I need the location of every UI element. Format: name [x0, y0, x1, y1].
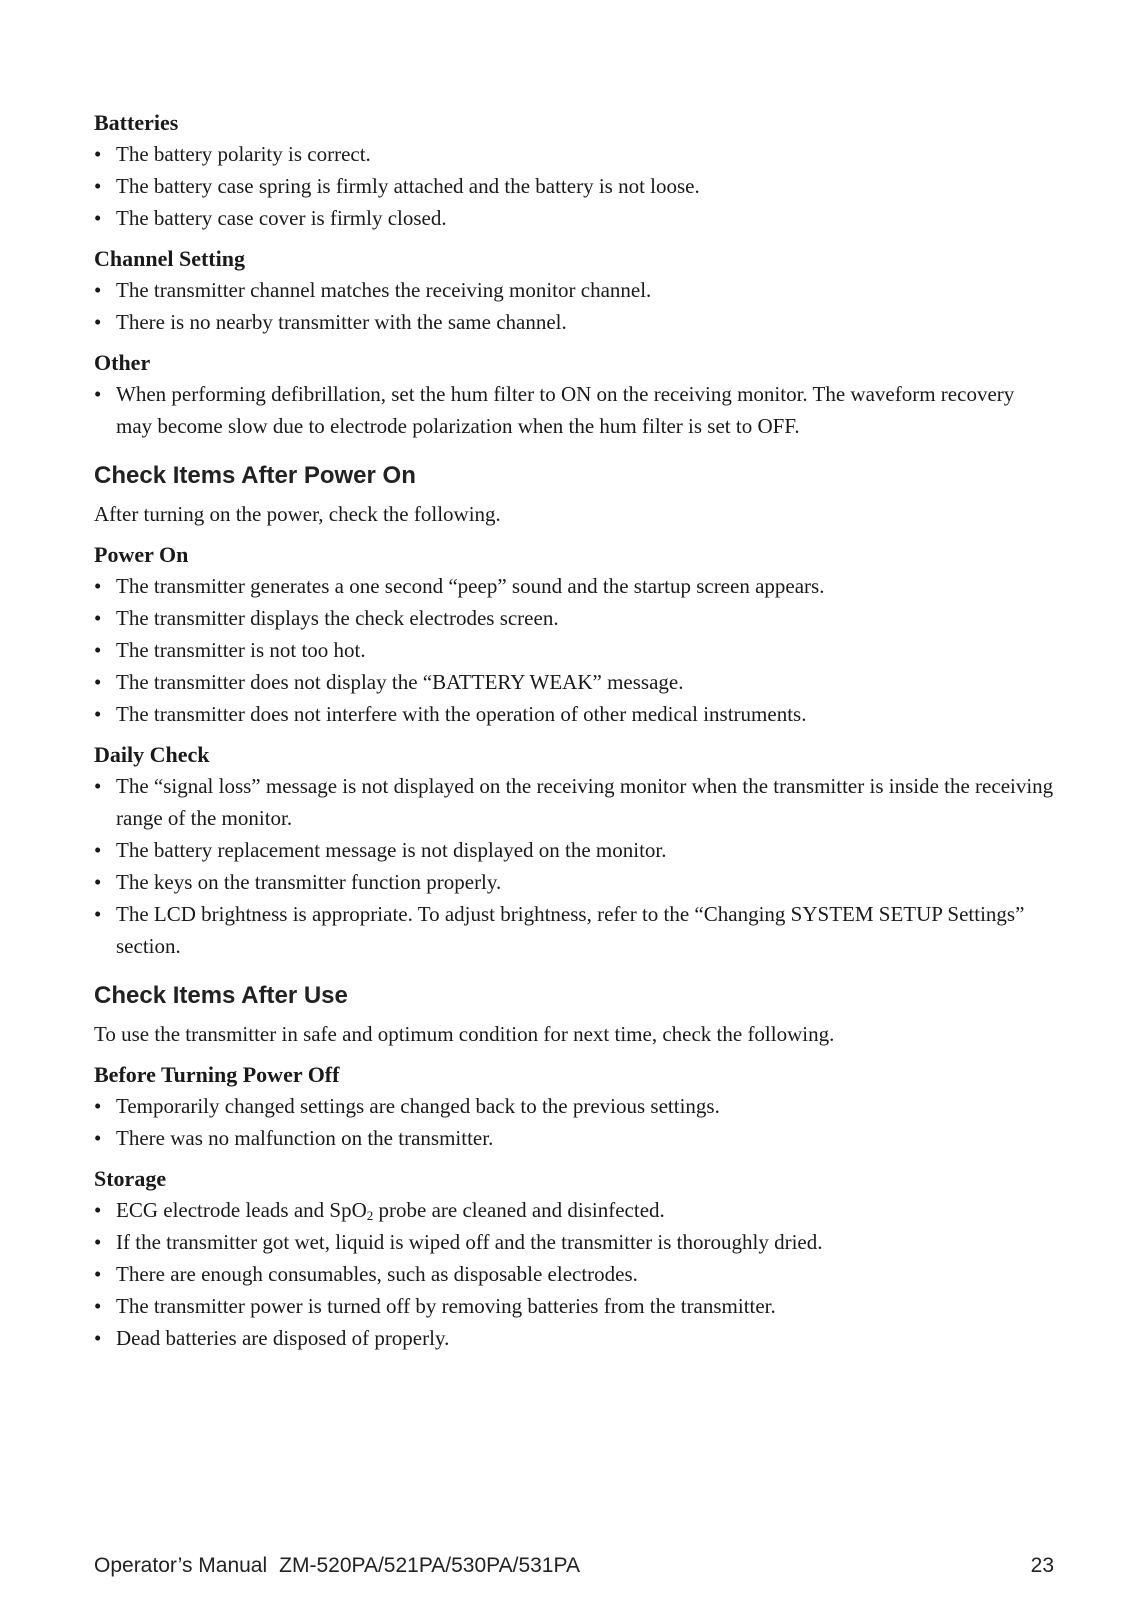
channel-setting-list	[94, 274, 1054, 338]
bullet: •	[94, 382, 102, 406]
bullet: •	[94, 278, 102, 302]
list-item: • ECG electrode leads and SpO$_2$ probe are cleaned and disinfected.	[94, 1194, 1054, 1226]
bullet: •	[94, 774, 102, 798]
other-heading: Other	[94, 350, 151, 375]
list-item: • The LCD brightness is appropriate. To adjust brightness, refer to the “Changing SYSTEM SETUP Settings” section.	[94, 898, 1054, 962]
bullet: •	[94, 142, 102, 166]
list-item: • The transmitter generates a one second “peep” sound and the startup screen appears.	[94, 570, 1054, 602]
list-item: • Dead batteries are disposed of properly.	[94, 1322, 1054, 1354]
channel-setting-heading: Channel Setting	[94, 246, 245, 271]
before-power-off-list	[94, 1090, 1054, 1154]
page-content	[94, 108, 1054, 1354]
bullet: •	[94, 310, 102, 334]
daily-check-heading: Daily Check	[94, 742, 210, 767]
list-item: • The transmitter does not display the “BATTERY WEAK” message.	[94, 666, 1054, 698]
section-title-after-power-on: Check Items After Power On	[94, 462, 416, 489]
bullet: •	[94, 1126, 102, 1150]
list-item: • The transmitter does not interfere with the operation of other medical instruments.	[94, 698, 1054, 730]
footer-manual-info	[94, 1553, 580, 1579]
page-number: 23	[1030, 1554, 1054, 1577]
list-item: • The battery replacement message is not displayed on the monitor.	[94, 834, 1054, 866]
bullet: •	[94, 574, 102, 598]
bullet: •	[94, 1230, 102, 1254]
power-on-heading: Power On	[94, 542, 189, 567]
daily-check-list	[94, 770, 1054, 962]
list-item: • The “signal loss” message is not displayed on the receiving monitor when the transmitter is inside the receiving range of the monitor.	[94, 770, 1054, 834]
bullet: •	[94, 1262, 102, 1286]
bullet: •	[94, 638, 102, 662]
bullet: •	[94, 838, 102, 862]
bullet: •	[94, 702, 102, 726]
list-item: • There are enough consumables, such as disposable electrodes.	[94, 1258, 1054, 1290]
bullet: •	[94, 1294, 102, 1318]
other-list	[94, 378, 1054, 442]
before-power-off-heading: Before Turning Power Off	[94, 1062, 340, 1087]
list-item: • The transmitter displays the check electrodes screen.	[94, 602, 1054, 634]
bullet: •	[94, 902, 102, 926]
bullet: •	[94, 1094, 102, 1118]
list-item: • The keys on the transmitter function properly.	[94, 866, 1054, 898]
list-item: • If the transmitter got wet, liquid is wiped off and the transmitter is thoroughly dried.	[94, 1226, 1054, 1258]
power-on-list	[94, 570, 1054, 730]
list-item: • The battery case spring is firmly attached and the battery is not loose.	[94, 170, 1054, 202]
manual-title: Operator’s Manual	[94, 1554, 268, 1577]
model-number: ZM-520PA/521PA/530PA/531PA	[279, 1554, 580, 1577]
list-item: • The transmitter channel matches the receiving monitor channel.	[94, 274, 1054, 306]
list-item: • When performing defibrillation, set the hum filter to ON on the receiving monitor. The waveform recovery may become slow due to electrode polarization when the hum filter is set to OFF.	[94, 378, 1054, 442]
list-item: • There was no malfunction on the transmitter.	[94, 1122, 1054, 1154]
storage-heading: Storage	[94, 1166, 167, 1191]
storage-list	[94, 1194, 1054, 1354]
bullet: •	[94, 1326, 102, 1350]
section-intro: After turning on the power, check the following.	[94, 502, 501, 526]
bullet: •	[94, 670, 102, 694]
bullet: •	[94, 1198, 102, 1222]
bullet: •	[94, 606, 102, 630]
list-item: • The battery case cover is firmly closed.	[94, 202, 1054, 234]
list-item: • The transmitter is not too hot.	[94, 634, 1054, 666]
list-item: • There is no nearby transmitter with the same channel.	[94, 306, 1054, 338]
section-intro: To use the transmitter in safe and optimum condition for next time, check the following.	[94, 1022, 835, 1046]
bullet: •	[94, 206, 102, 230]
batteries-heading: Batteries	[94, 110, 179, 135]
section-title-after-use: Check Items After Use	[94, 982, 348, 1009]
batteries-list	[94, 138, 1054, 234]
list-item: • Temporarily changed settings are changed back to the previous settings.	[94, 1090, 1054, 1122]
bullet: •	[94, 870, 102, 894]
list-item: • The battery polarity is correct.	[94, 138, 1054, 170]
list-item: • The transmitter power is turned off by removing batteries from the transmitter.	[94, 1290, 1054, 1322]
bullet: •	[94, 174, 102, 198]
